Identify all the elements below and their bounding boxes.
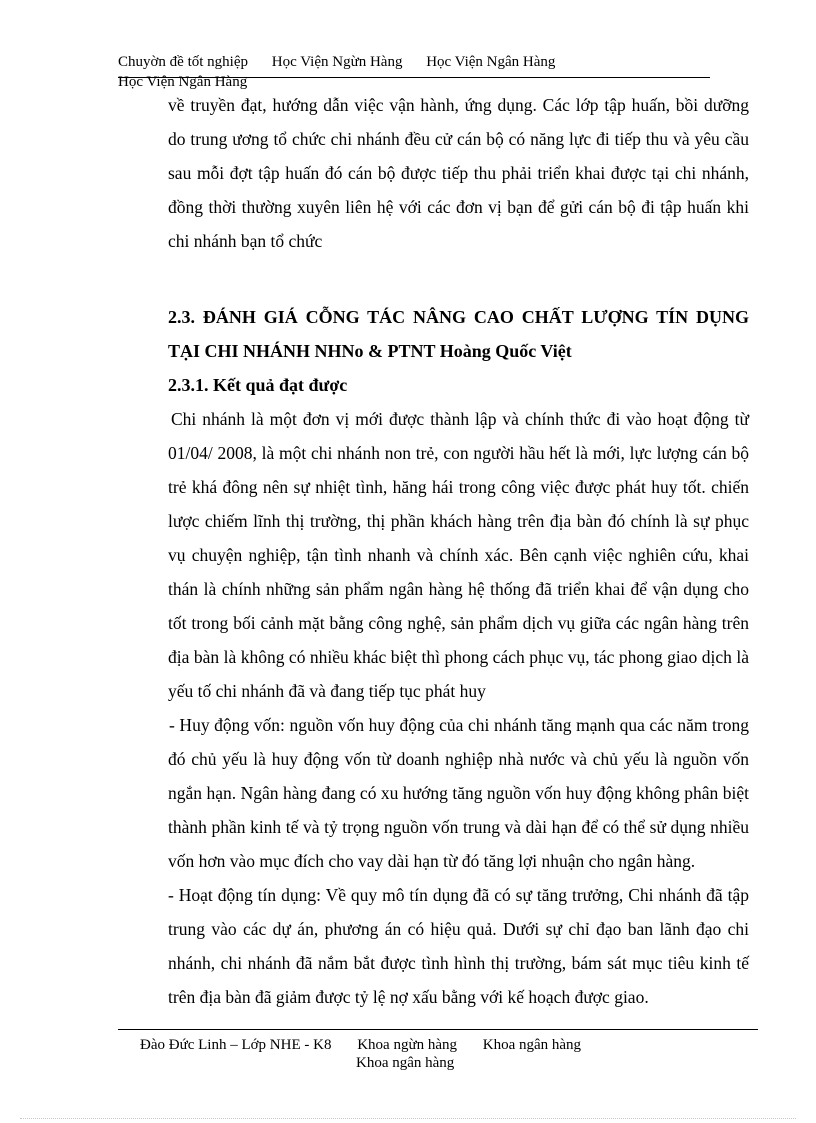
header-divider [118, 77, 710, 78]
paragraph-capital-mobilization [168, 708, 749, 878]
footer-line-2: Khoa ngân hàng [356, 1055, 455, 1071]
section-heading: 2.3. ĐÁNH GIÁ CỖNG TÁC NÂNG CAO CHẤT LƯỢNG TÍN DỤNG TẠI CHI NHÁNH NHNo & PTNT Hoàng Quốc Việt [168, 307, 749, 361]
footer-line-1 [140, 1036, 760, 1054]
footer-item-2: Khoa ngừn hàng [357, 1037, 457, 1053]
intro-paragraph: về truyền đạt, hướng dẫn việc vận hành, ứng dụng. Các lớp tập huấn, bồi dưỡng do trung ương tổ chức chi nhánh đều cử cán bộ có năng lực đi tiếp thu và yêu cầu sau mỗi đợt tập huấn đó cán bộ được tiếp thu phải triển khai được tại chi nhánh, đồng thời thường xuyên liên hệ với các đơn vị bạn để gửi cán bộ đi tập huấn khi chi nhánh bạn tổ chức [168, 95, 749, 251]
header-line-1 [118, 52, 710, 72]
page-body [168, 88, 749, 1014]
header-item-1: Chuyờn đề tốt nghiệp [118, 54, 249, 70]
page-footer [140, 1036, 760, 1072]
header-line-2: Học Viện Ngân Hàng [118, 74, 248, 90]
paragraph-capital-text: - Huy động vốn: nguồn vốn huy động của chi nhánh tăng mạnh qua các năm trong đó chủ yếu là huy động vốn từ doanh nghiệp nhà nước và chủ yếu là nguồn vốn ngắn hạn. Ngân hàng đang có xu hướng tăng nguồn vốn huy động không phân biệt thành phần kinh tế và tỷ trọng nguồn vốn trung và dài hạn để có thể sử dụng nhiều vốn hơn vào mục đích cho vay dài hạn từ đó tăng lợi nhuận cho ngân hàng. [168, 715, 749, 871]
paragraph-results: Chi nhánh là một đơn vị mới được thành lập và chính thức đi vào hoạt động từ 01/04/ 2008, là một chi nhánh non trẻ, con người hầu hết là mới, lực lượng cán bộ trẻ khá đông nên sự nhiệt tình, hăng hái trong công việc được phát huy tốt. chiến lược chiếm lĩnh thị trường, thị phần khách hàng trên địa bàn đó chính là sự phục vụ chuyện nghiệp, tận tình nhanh và chính xác. Bên cạnh việc nghiên cứu, khai thán là chính những sản phẩm ngân hàng hệ thống đã triển khai để vận dụng cho tốt trong bối cảnh mặt bằng công nghệ, sản phẩm dịch vụ giữa các ngân hàng trên địa bàn là không có nhiều khác biệt thì phong cách phục vụ, tác phong giao dịch là yếu tố chi nhánh đã và đang tiếp tục phát huy [168, 409, 749, 701]
footer-item-3: Khoa ngân hàng [482, 1037, 582, 1053]
footer-author: Đào Đức Linh – Lớp NHE - K8 [140, 1037, 332, 1053]
paragraph-credit-activity [168, 878, 749, 1014]
header-item-3: Học Viện Ngân Hàng [426, 54, 556, 70]
subsection-heading: 2.3.1. Kết quả đạt được [168, 375, 348, 395]
footer-divider [118, 1029, 758, 1030]
header-item-2: Học Viện Ngừn Hàng [271, 54, 403, 70]
page-bottom-border [20, 1118, 796, 1119]
section-gap [168, 258, 749, 300]
page-header [118, 52, 710, 92]
paragraph-credit-text: - Hoạt động tín dụng: Về quy mô tín dụng đã có sự tăng trưởng, Chi nhánh đã tập trung vào các dự án, phương án có hiệu quả. Dưới sự chỉ đạo ban lãnh đạo chi nhánh, chi nhánh đã nắm bắt được tình hình thị trường, bám sát mục tiêu kinh tế trên địa bàn đã giảm được tỷ lệ nợ xấu bằng với kế hoạch được giao. [168, 885, 749, 1007]
